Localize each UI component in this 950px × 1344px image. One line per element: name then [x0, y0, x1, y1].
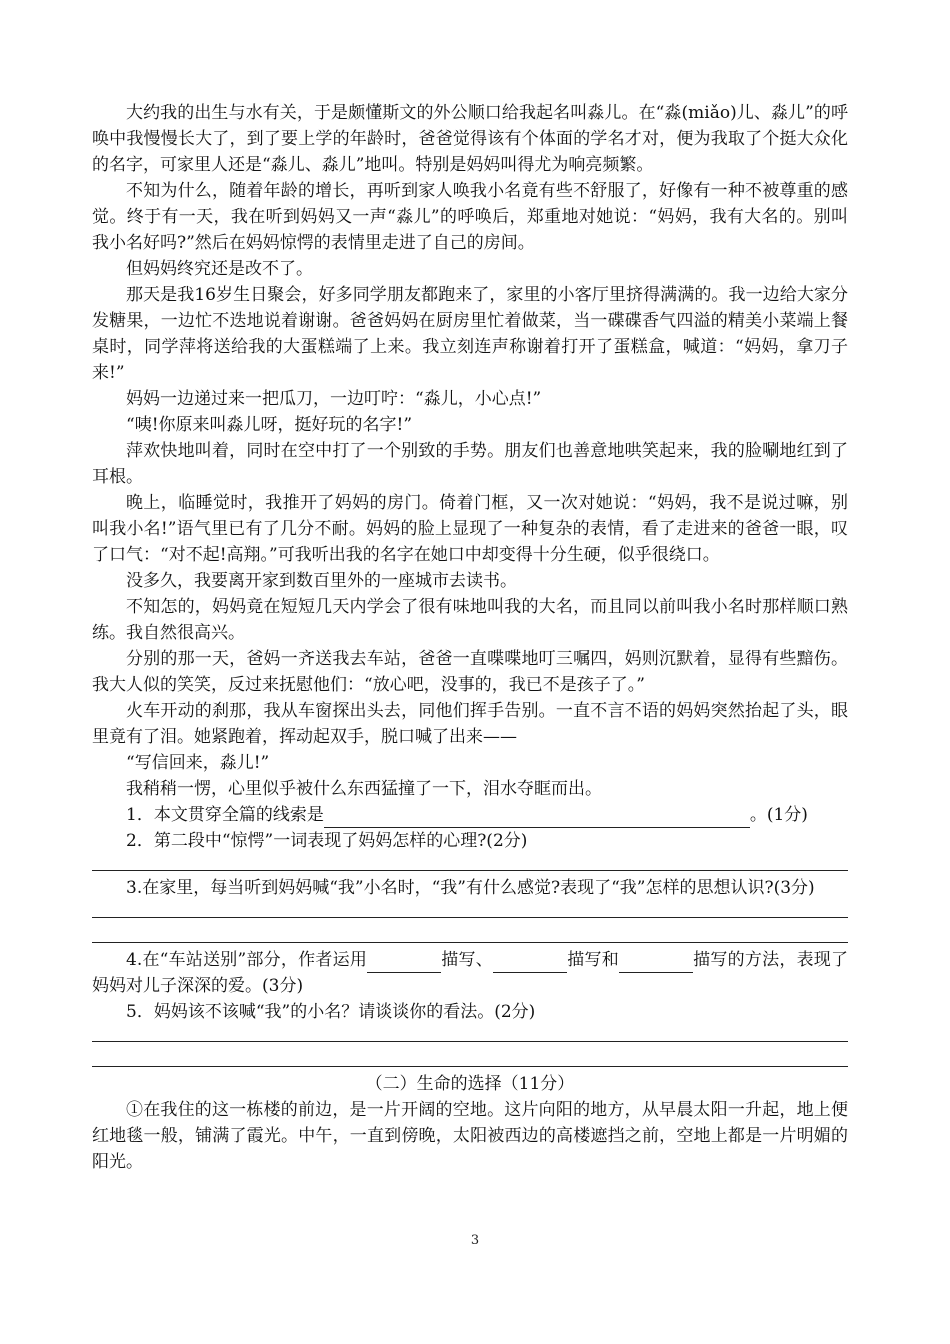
question-2: 2．第二段中“惊愕”一词表现了妈妈怎样的心理?(2分): [126, 831, 528, 851]
story-paragraph-12: 火车开动的刹那，我从车窗探出头去，同他们挥手告别。一直不言不语的妈妈突然抬起了头，眼里竟有了泪。她紧跑着，挥动起双手，脱口喊了出来——: [92, 701, 848, 747]
section-2-paragraph-1: ①在我住的这一栋楼的前边，是一片开阔的空地。这片向阳的地方，从早晨太阳一升起，地上便红地毯一般，铺满了霞光。中午，一直到傍晚，太阳被西边的高楼遮挡之前，空地上都是一片明媚的阳光。: [92, 1100, 848, 1172]
question-1-suffix: 。(1分): [749, 805, 808, 825]
story-paragraph-11: 分别的那一天，爸妈一齐送我去车站，爸爸一直喋喋地叮三嘱四，妈则沉默着，显得有些黯伤。我大人似的笑笑，反过来抚慰他们：“放心吧，没事的，我已不是孩子了。”: [92, 649, 848, 695]
question-4-part-c: 描写和: [567, 950, 619, 970]
story-paragraph-3: 但妈妈终究还是改不了。: [126, 259, 313, 279]
story-paragraph-9: 没多久，我要离开家到数百里外的一座城市去读书。: [126, 571, 517, 591]
exam-page: [92, 100, 848, 1175]
question-3-answer-line-2[interactable]: [92, 918, 848, 943]
question-5: 5．妈妈该不该喊“我”的小名？请谈谈你的看法。(2分): [126, 1002, 536, 1022]
story-paragraph-13: “写信回来，淼儿!”: [126, 753, 270, 773]
question-3: 3.在家里，每当听到妈妈喊“我”小名时，“我”有什么感觉?表现了“我”怎样的思想认识?(3分): [126, 878, 815, 898]
section-2-title: （二）生命的选择（11分）: [365, 1074, 575, 1094]
page-number: 3: [470, 1233, 480, 1248]
question-5-answer-line-1[interactable]: [92, 1025, 848, 1042]
story-paragraph-10: 不知怎的，妈妈竟在短短几天内学会了很有味地叫我的大名，而且同以前叫我小名时那样顺口熟练。我自然很高兴。: [92, 597, 848, 643]
question-4-blank-2[interactable]: [493, 952, 567, 973]
question-5-answer-line-2[interactable]: [92, 1042, 848, 1067]
story-paragraph-4: 那天是我16岁生日聚会，好多同学朋友都跑来了，家里的小客厅里挤得满满的。我一边给大家分发糖果，一边忙不迭地说着谢谢。爸爸妈妈在厨房里忙着做菜，当一碟碟香气四溢的精美小菜端上餐桌时，同学萍将送给我的大蛋糕端了上来。我立刻连声称谢着打开了蛋糕盒，喊道：“妈妈，拿刀子来!”: [92, 285, 848, 383]
question-1-blank[interactable]: [324, 807, 750, 828]
story-paragraph-7: 萍欢快地叫着，同时在空中打了一个别致的手势。朋友们也善意地哄笑起来，我的脸唰地红到了耳根。: [92, 441, 848, 487]
story-paragraph-14: 我稍稍一愣，心里似乎被什么东西猛撞了一下，泪水夺眶而出。: [126, 779, 602, 799]
question-3-answer-line-1[interactable]: [92, 901, 848, 918]
question-4: [92, 947, 848, 999]
question-4-part-b: 描写、: [441, 950, 494, 970]
question-4-part-a: 4.在“车站送别”部分，作者运用: [126, 950, 368, 970]
story-paragraph-5: 妈妈一边递过来一把瓜刀，一边叮咛：“淼儿，小心点!”: [126, 389, 542, 409]
question-2-answer-line[interactable]: [92, 854, 848, 871]
question-1: [92, 802, 848, 828]
story-paragraph-2: 不知为什么，随着年龄的增长，再听到家人唤我小名竟有些不舒服了，好像有一种不被尊重的感觉。终于有一天，我在听到妈妈又一声“淼儿”的呼唤后，郑重地对她说：“妈妈，我有大名的。别叫我小名好吗?”然后在妈妈惊愕的表情里走进了自己的房间。: [92, 181, 848, 253]
question-4-blank-3[interactable]: [619, 952, 693, 973]
question-4-part-d: 描写的方法，表现了妈妈对儿子深深的爱。(3分): [92, 950, 849, 996]
story-paragraph-6: “咦!你原来叫淼儿呀，挺好玩的名字!”: [126, 415, 413, 435]
question-4-blank-1[interactable]: [367, 952, 441, 973]
story-paragraph-1: 大约我的出生与水有关，于是颇懂斯文的外公顺口给我起名叫淼儿。在“淼(miǎo)儿、淼儿”的呼唤中我慢慢长大了，到了要上学的年龄时，爸爸觉得该有个体面的学名才对，便为我取了个挺大众化的名字，可家里人还是“淼儿、淼儿”地叫。特别是妈妈叫得尤为响亮频繁。: [92, 103, 848, 175]
question-1-prefix: 1．本文贯穿全篇的线索是: [126, 805, 324, 825]
story-paragraph-8: 晚上，临睡觉时，我推开了妈妈的房门。倚着门框，又一次对她说：“妈妈，我不是说过嘛，别叫我小名!”语气里已有了几分不耐。妈妈的脸上显现了一种复杂的表情，看了走进来的爸爸一眼，叹了口气：“对不起!高翔。”可我听出我的名字在她口中却变得十分生硬，似乎很绕口。: [92, 493, 848, 565]
